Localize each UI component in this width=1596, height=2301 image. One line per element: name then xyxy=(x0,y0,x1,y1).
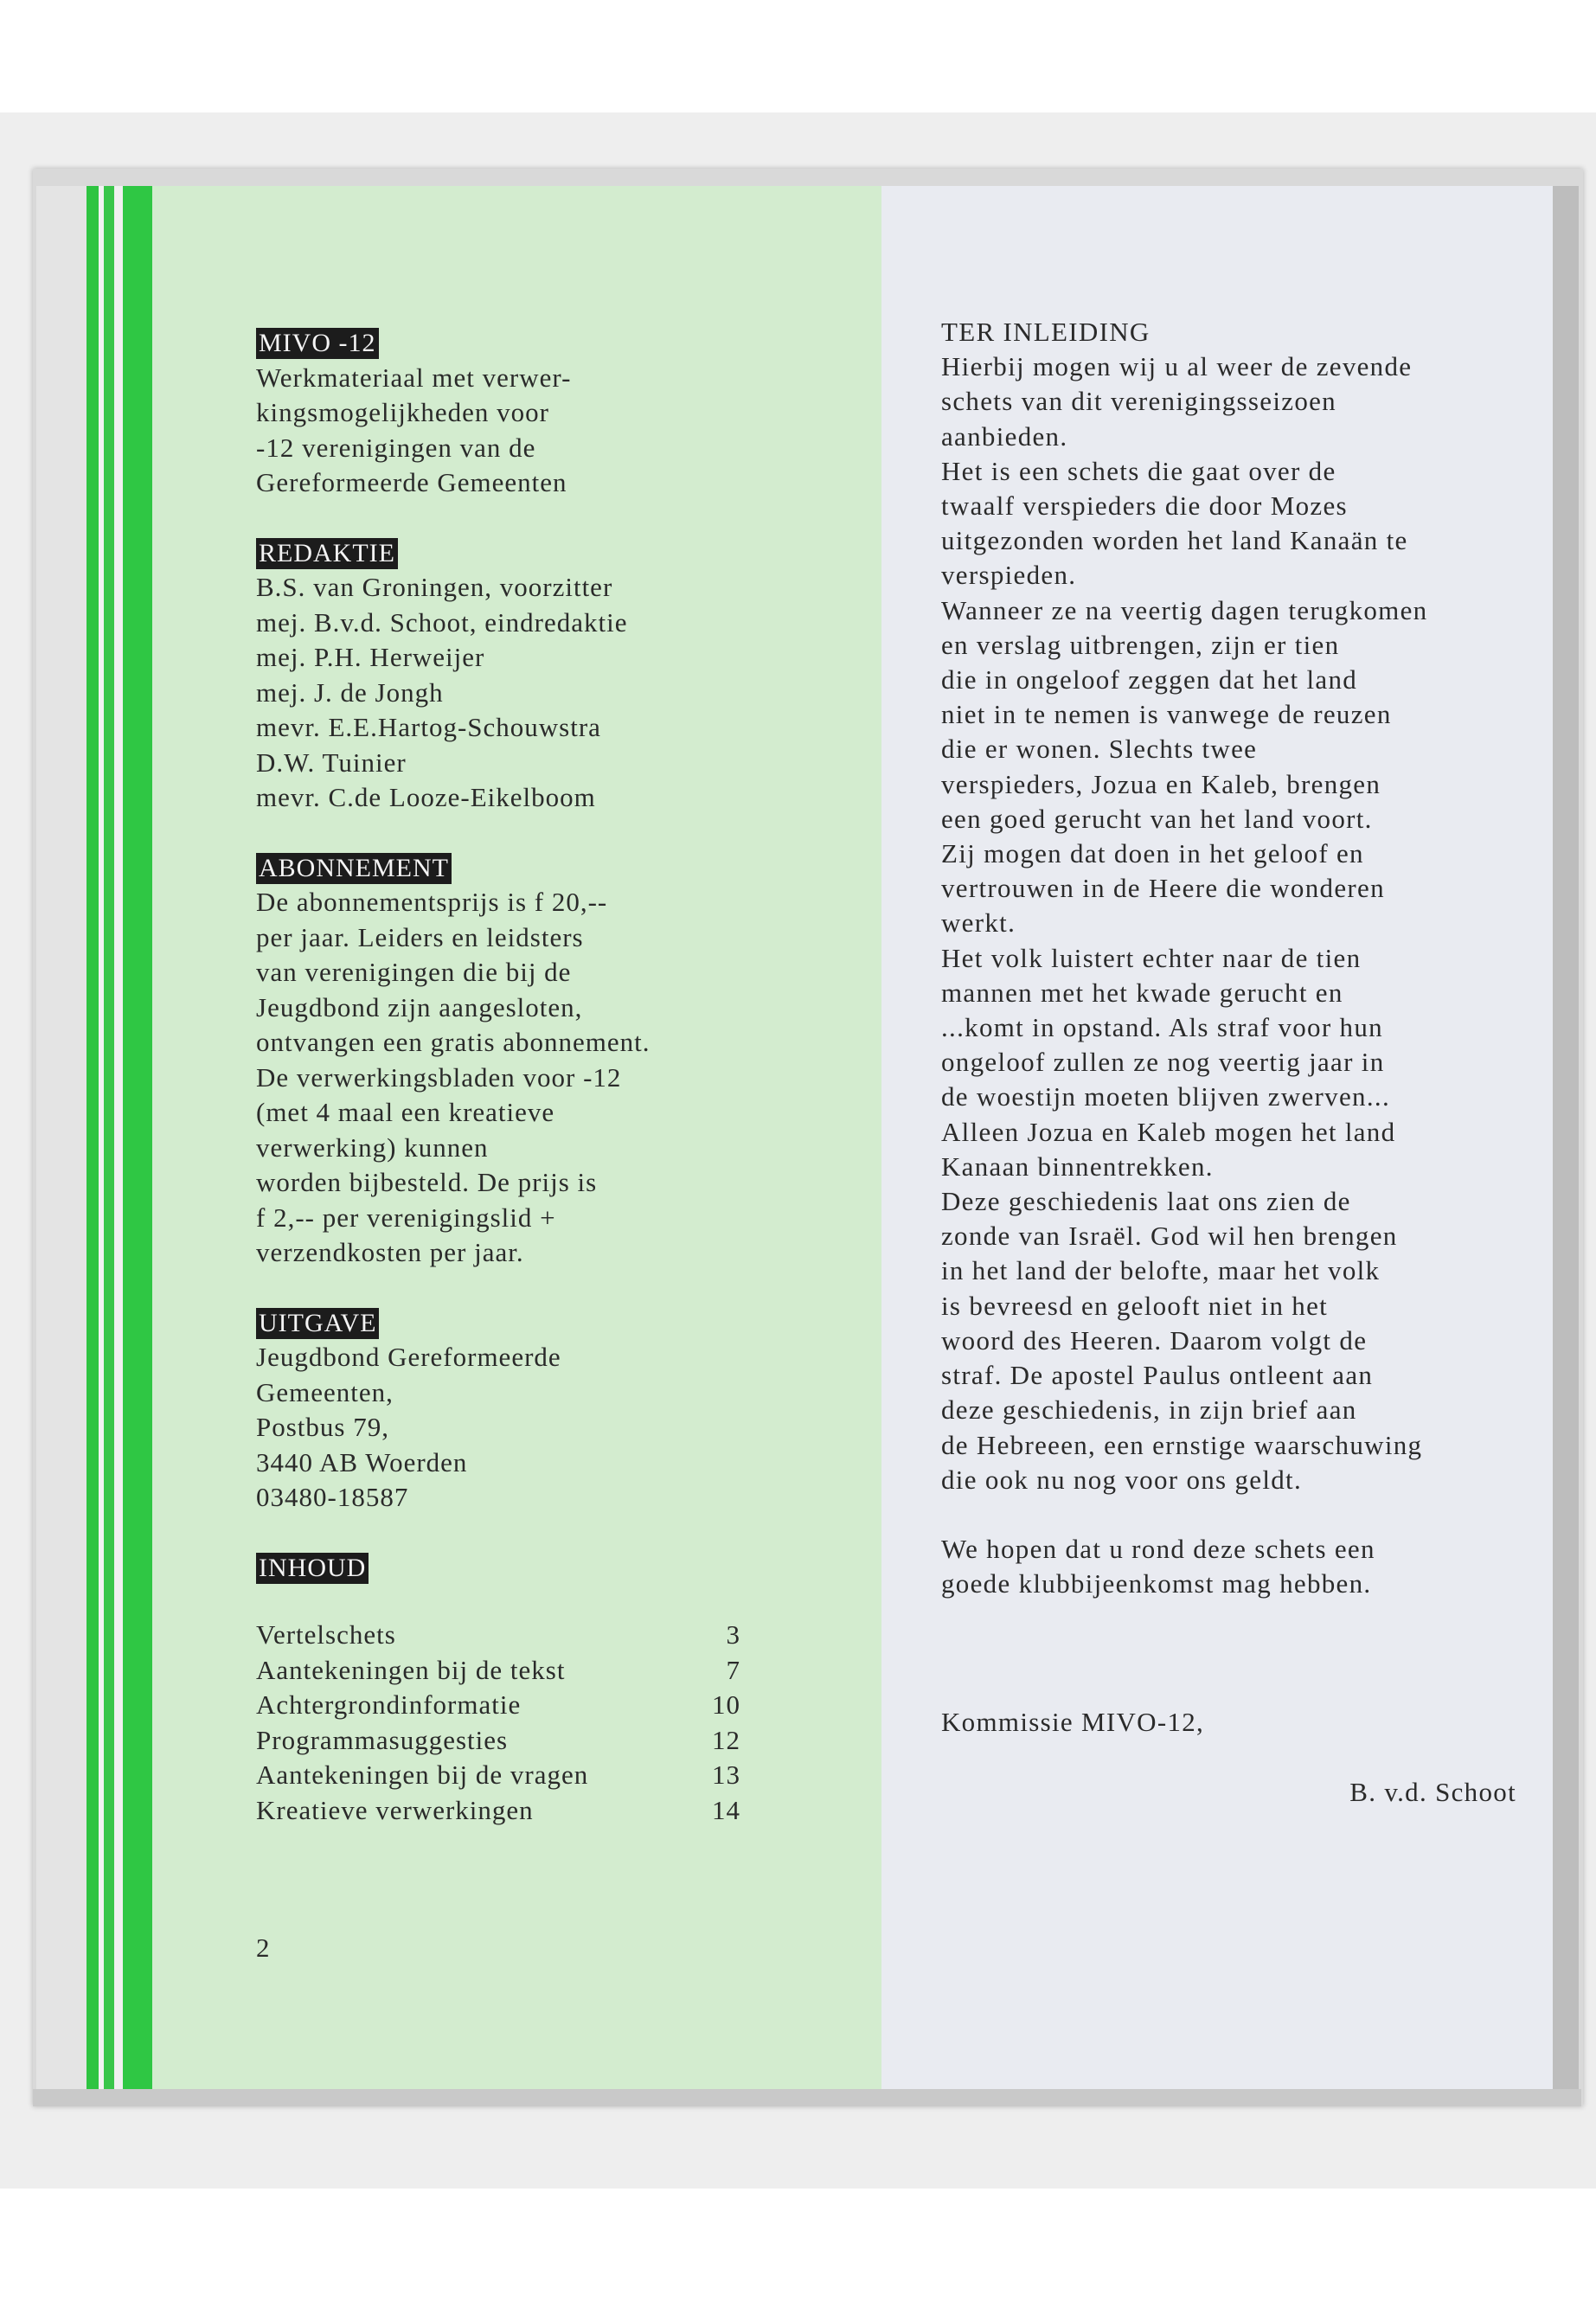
redaktie-line: mej. B.v.d. Schoot, eindredaktie xyxy=(256,606,628,638)
green-page-edge xyxy=(123,186,152,2089)
intro-line: niet in te nemen is vanwege de reuzen xyxy=(941,699,1392,730)
redaktie-line: mej. J. de Jongh xyxy=(256,676,444,708)
intro-line: twaalf verspieders die door Mozes xyxy=(941,490,1348,522)
toc-label: Vertelschets xyxy=(256,1619,396,1650)
uitgave-line: Gemeenten, xyxy=(256,1376,394,1407)
signature: B. v.d. Schoot xyxy=(1349,1776,1516,1807)
abonnement-line: worden bijbesteld. De prijs is xyxy=(256,1167,598,1197)
intro-line: Het is een schets die gaat over de xyxy=(941,455,1336,486)
table-of-contents xyxy=(256,1618,810,1828)
toc-label: Achtergrondinformatie xyxy=(256,1689,522,1720)
white-page-edge xyxy=(114,186,123,2089)
abonnement-line: ontvangen een gratis abonnement. xyxy=(256,1027,651,1057)
intro-line: Kanaan binnentrekken. xyxy=(941,1150,1214,1182)
redaktie-section xyxy=(256,535,810,816)
page-number: 2 xyxy=(256,1932,270,1963)
abonnement-heading: ABONNEMENT xyxy=(256,853,452,884)
abonnement-line: van verenigingen die bij de xyxy=(256,957,572,987)
intro-line: straf. De apostel Paulus ontleent aan xyxy=(941,1360,1374,1391)
intro-line: verspieders, Jozua en Kaleb, brengen xyxy=(941,768,1381,799)
right-spine xyxy=(1553,186,1579,2089)
toc-label: Aantekeningen bij de tekst xyxy=(256,1654,566,1685)
uitgave-section xyxy=(256,1305,810,1516)
spacer xyxy=(941,1601,1551,1705)
abonnement-line: Jeugdbond zijn aangesloten, xyxy=(256,991,583,1022)
closing-line: We hopen dat u rond deze schets een xyxy=(941,1533,1375,1564)
toc-item xyxy=(256,1723,740,1759)
abonnement-line: per jaar. Leiders en leidsters xyxy=(256,921,584,952)
abonnement-line: verzendkosten per jaar. xyxy=(256,1237,524,1267)
intro-line: Het volk luistert echter naar de tien xyxy=(941,942,1362,973)
uitgave-line: 3440 AB Woerden xyxy=(256,1446,468,1477)
redaktie-line: mevr. C.de Looze-Eikelboom xyxy=(256,782,596,812)
toc-item xyxy=(256,1758,740,1793)
intro-line: Alleen Jozua en Kaleb mogen het land xyxy=(941,1116,1396,1147)
mivo-section xyxy=(256,325,810,501)
intro-line: aanbieden. xyxy=(941,420,1068,452)
intro-line: uitgezonden worden het land Kanaän te xyxy=(941,525,1408,556)
intro-line: mannen met het kwade gerucht en xyxy=(941,977,1343,1008)
abonnement-line: De verwerkingsbladen voor -12 xyxy=(256,1061,622,1093)
uitgave-line: 03480-18587 xyxy=(256,1482,409,1512)
intro-line: Deze geschiedenis laat ons zien de xyxy=(941,1186,1351,1217)
intro-line: Zij mogen dat doen in het geloof en xyxy=(941,838,1364,869)
intro-line: vertrouwen in de Heere die wonderen xyxy=(941,873,1385,904)
intro-line: Hierbij mogen wij u al weer de zevende xyxy=(941,351,1413,382)
intro-line: ...komt in opstand. Als straf voor hun xyxy=(941,1012,1383,1043)
redaktie-line: mej. P.H. Herweijer xyxy=(256,642,485,672)
abonnement-section xyxy=(256,850,810,1271)
redaktie-line: mevr. E.E.Hartog-Schouwstra xyxy=(256,712,601,742)
green-page-edge xyxy=(104,186,114,2089)
uitgave-heading: UITGAVE xyxy=(256,1308,379,1339)
uitgave-line: Jeugdbond Gereformeerde xyxy=(256,1342,561,1372)
redaktie-line: D.W. Tuinier xyxy=(256,747,407,778)
closing-line: goede klubbijeenkomst mag hebben. xyxy=(941,1568,1372,1599)
bottom-edge xyxy=(33,2089,1581,2106)
abonnement-line: De abonnementsprijs is f 20,-- xyxy=(256,887,608,917)
intro-line: schets van dit verenigingsseizoen xyxy=(941,386,1336,417)
spacer xyxy=(941,1740,1551,1775)
intro-line: en verslag uitbrengen, zijn er tien xyxy=(941,629,1340,660)
intro-line: die in ongeloof zeggen dat het land xyxy=(941,664,1358,695)
toc-page: 7 xyxy=(726,1654,740,1685)
toc-label: Kreatieve verwerkingen xyxy=(256,1794,534,1825)
mivo-line: Gereformeerde Gemeenten xyxy=(256,467,567,497)
redaktie-heading: REDAKTIE xyxy=(256,538,398,569)
toc-page: 14 xyxy=(712,1794,740,1825)
right-column xyxy=(941,315,1551,1810)
committee-name: Kommissie MIVO-12, xyxy=(941,1707,1205,1738)
mivo-line: kingsmogelijkheden voor xyxy=(256,397,549,427)
mivo-line: Werkmateriaal met verwer- xyxy=(256,362,572,393)
toc-label: Aantekeningen bij de vragen xyxy=(256,1759,589,1790)
intro-line: ongeloof zullen ze nog veertig jaar in xyxy=(941,1047,1385,1078)
intro-line: Wanneer ze na veertig dagen terugkomen xyxy=(941,594,1428,625)
intro-line: zonde van Israël. God wil hen brengen xyxy=(941,1221,1398,1252)
toc-page: 3 xyxy=(726,1619,740,1650)
intro-line: een goed gerucht van het land voort. xyxy=(941,803,1373,834)
mivo-line: -12 verenigingen van de xyxy=(256,432,536,463)
toc-page: 12 xyxy=(712,1724,740,1755)
toc-item xyxy=(256,1793,740,1829)
intro-line: die ook nu nog voor ons geldt. xyxy=(941,1464,1302,1495)
intro-line: werkt. xyxy=(941,907,1016,939)
intro-line: de woestijn moeten blijven zwerven... xyxy=(941,1081,1390,1112)
page-edges xyxy=(36,186,90,2089)
intro-line: deze geschiedenis, in zijn brief aan xyxy=(941,1394,1357,1426)
spacer xyxy=(941,1497,1551,1532)
intro-line: de Hebreeen, een ernstige waarschuwing xyxy=(941,1429,1423,1460)
intro-line: in het land der belofte, maar het volk xyxy=(941,1255,1381,1286)
abonnement-line: f 2,-- per verenigingslid + xyxy=(256,1202,556,1233)
left-column xyxy=(256,325,810,1862)
toc-item xyxy=(256,1618,740,1653)
toc-item xyxy=(256,1653,740,1689)
intro-heading: TER INLEIDING xyxy=(941,317,1151,347)
intro-line: woord des Heeren. Daarom volgt de xyxy=(941,1324,1368,1356)
intro-line: die er wonen. Slechts twee xyxy=(941,734,1258,765)
toc-label: Programmasuggesties xyxy=(256,1724,509,1755)
toc-page: 13 xyxy=(712,1759,740,1790)
redaktie-line: B.S. van Groningen, voorzitter xyxy=(256,572,613,602)
abonnement-line: (met 4 maal een kreatieve xyxy=(256,1097,555,1127)
toc-item xyxy=(256,1688,740,1723)
toc-page: 10 xyxy=(712,1689,740,1720)
green-page-edge xyxy=(87,186,99,2089)
abonnement-line: verwerking) kunnen xyxy=(256,1131,489,1163)
inhoud-section xyxy=(256,1550,810,1829)
intro-line: is bevreesd en gelooft niet in het xyxy=(941,1290,1329,1321)
intro-line: verspieden. xyxy=(941,560,1077,591)
mivo-heading: MIVO -12 xyxy=(256,328,379,359)
inhoud-heading: INHOUD xyxy=(256,1553,369,1584)
uitgave-line: Postbus 79, xyxy=(256,1412,389,1442)
